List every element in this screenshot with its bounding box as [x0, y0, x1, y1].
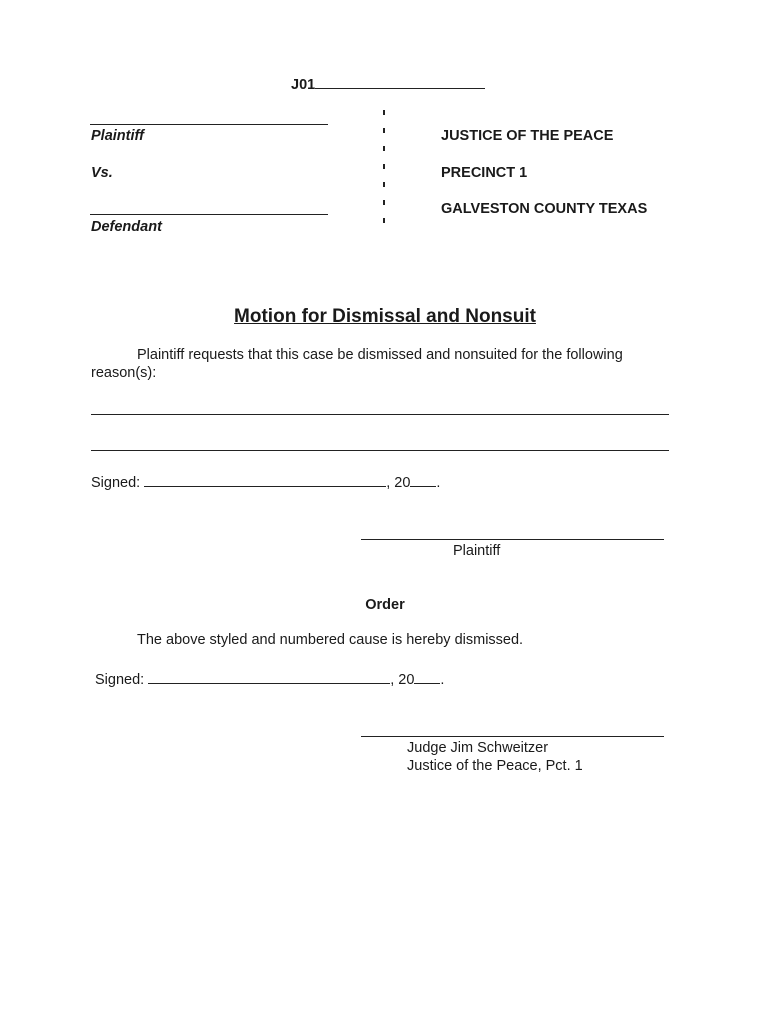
motion-signed-row: [91, 471, 440, 492]
reason-line-2[interactable]: [91, 450, 669, 451]
motion-title: Motion for Dismissal and Nonsuit: [234, 306, 536, 327]
motion-signed-label: Signed:: [91, 475, 141, 491]
motion-year-prefix: , 20: [386, 475, 411, 491]
case-number-field[interactable]: [315, 73, 485, 89]
order-title: Order: [365, 597, 405, 613]
order-date-field[interactable]: [148, 668, 390, 684]
order-signed-row: [95, 668, 444, 689]
judge-name: Judge Jim Schweitzer: [407, 740, 549, 756]
order-year-suffix: .: [440, 672, 445, 688]
plaintiff-label: Plaintiff: [91, 128, 144, 144]
order-year-prefix: , 20: [390, 672, 415, 688]
order-body: The above styled and numbered cause is hereby dismissed.: [137, 632, 524, 648]
judge-signature-line[interactable]: [361, 736, 664, 737]
court-county: GALVESTON COUNTY TEXAS: [441, 201, 648, 217]
reason-line-1[interactable]: [91, 414, 669, 415]
motion-body-line2: reason(s):: [91, 365, 157, 381]
motion-year-field[interactable]: [410, 471, 436, 487]
order-year-field[interactable]: [414, 668, 440, 684]
case-number-label: J01: [291, 77, 316, 93]
court-name: JUSTICE OF THE PEACE: [441, 128, 614, 144]
vs-label: Vs.: [91, 165, 113, 181]
defendant-name-line[interactable]: [90, 214, 328, 215]
motion-year-suffix: .: [436, 475, 441, 491]
plaintiff-signature-line[interactable]: [361, 539, 664, 540]
motion-body-line1: Plaintiff requests that this case be dismissed and nonsuited for the following: [137, 347, 623, 363]
case-number: [291, 73, 485, 94]
plaintiff-name-line[interactable]: [90, 124, 328, 125]
motion-date-field[interactable]: [144, 471, 386, 487]
court-precinct: PRECINCT 1: [441, 165, 528, 181]
defendant-label: Defendant: [91, 219, 162, 235]
plaintiff-signature-label: Plaintiff: [453, 543, 501, 559]
order-signed-label: Signed:: [95, 672, 145, 688]
judge-title: Justice of the Peace, Pct. 1: [407, 758, 583, 774]
